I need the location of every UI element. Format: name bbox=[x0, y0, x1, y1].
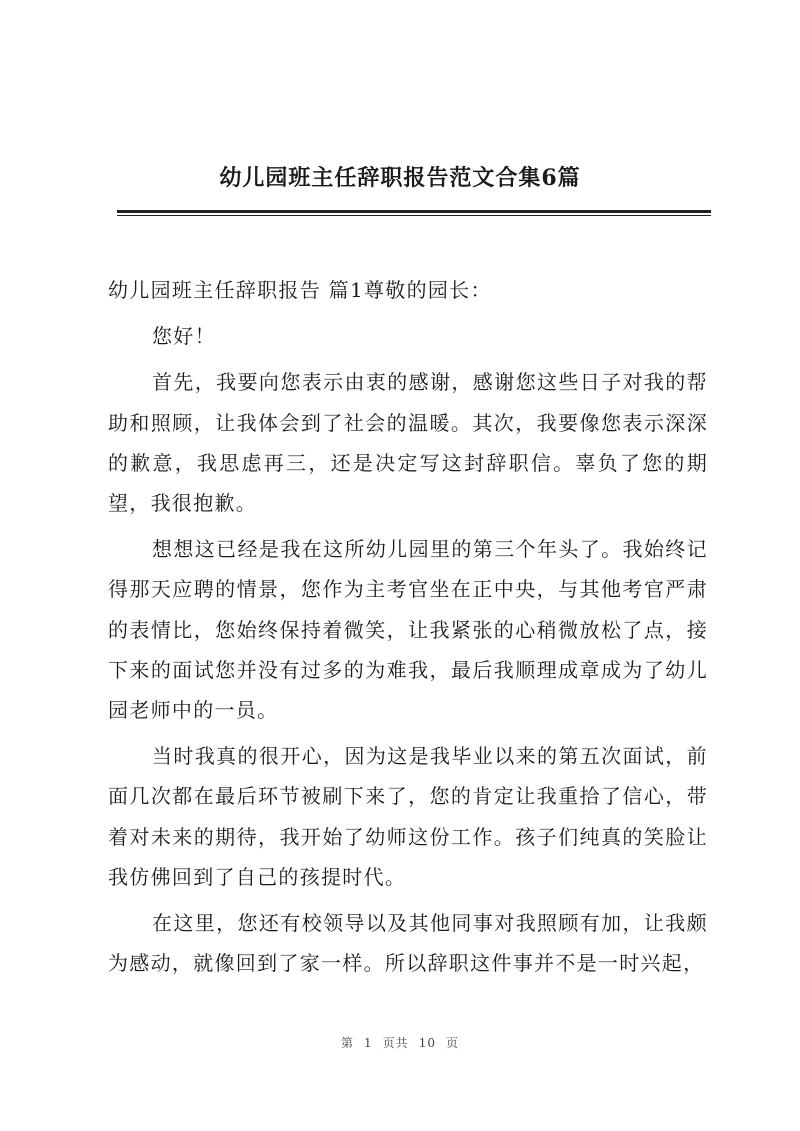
footer-prefix: 第 bbox=[341, 1036, 355, 1050]
footer-current-page: 1 bbox=[364, 1036, 373, 1050]
body-paragraph: 当时我真的很开心，因为这是我毕业以来的第五次面试，前面几次都在最后环节被刷下来了，您的肯定让我重拾了信心，带着对未来的期待，我开始了幼师这份工作。孩子们纯真的笑脸让我仿佛回到了自己的孩提时代。 bbox=[108, 744, 708, 889]
body-paragraph-heading: 幼儿园班主任辞职报告 篇1尊敬的园长： bbox=[108, 278, 492, 302]
document-body bbox=[108, 270, 708, 989]
title-divider bbox=[117, 210, 711, 213]
document-title: 幼儿园班主任辞职报告范文合集6篇 bbox=[219, 165, 581, 191]
page-footer bbox=[0, 1034, 800, 1051]
body-paragraph: 想想这已经是我在这所幼儿园里的第三个年头了。我始终记得那天应聘的情景，您作为主考官坐在正中央，与其他考官严肃的表情比，您始终保持着微笑，让我紧张的心稍微放松了点，接下来的面试您并没有过多的为难我，最后我顺理成章成为了幼儿园老师中的一员。 bbox=[108, 537, 708, 723]
body-paragraph: 首先，我要向您表示由衷的感谢，感谢您这些日子对我的帮助和照顾，让我体会到了社会的温暖。其次，我要像您表示深深的歉意，我思虑再三，还是决定写这封辞职信。辜负了您的期望，我很抱歉。 bbox=[108, 370, 708, 516]
footer-suffix: 页 bbox=[445, 1036, 459, 1050]
body-paragraph: 在这里，您还有校领导以及其他同事对我照顾有加，让我颇为感动，就像回到了家一样。所以辞职这件事并不是一时兴起， bbox=[108, 911, 708, 976]
footer-middle: 页共 bbox=[382, 1036, 409, 1050]
body-paragraph-greeting: 您好！ bbox=[152, 324, 216, 349]
footer-total-pages: 10 bbox=[418, 1036, 436, 1050]
